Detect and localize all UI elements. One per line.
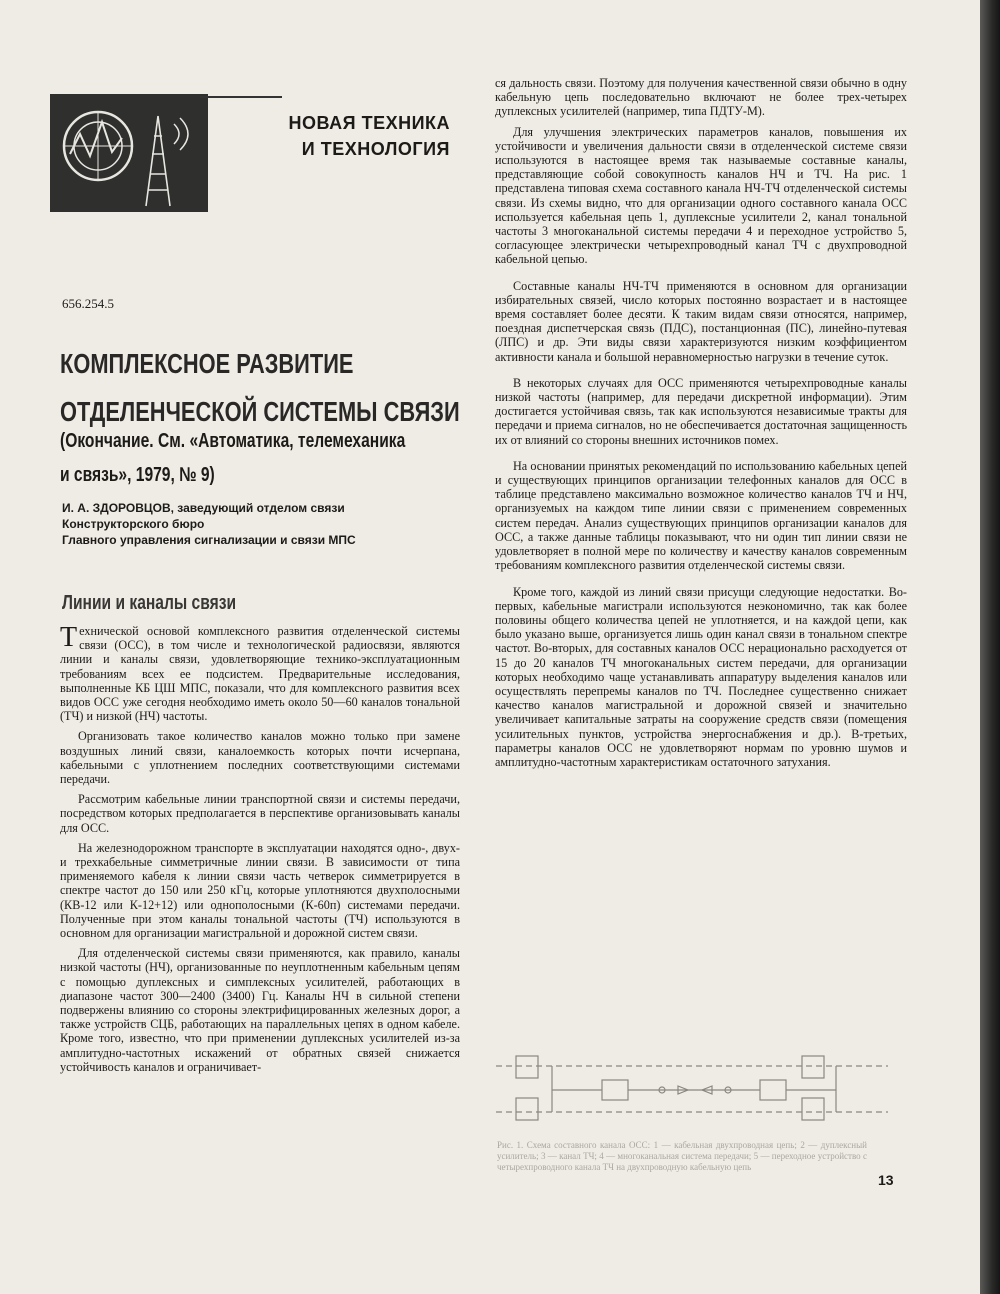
article-subtitle	[60, 424, 406, 492]
paragraph: ся дальность связи. Поэтому для получения качественной связи обычно в одну кабельную цепь последовательно включают не более трех-четырех дуплексных усилителей (например, типа ПДТУ-М).	[495, 76, 907, 119]
paragraph: В некоторых случаях для ОСС применяются четырехпроводные каналы низкой частоты (например, для передачи дискретной информации). Этим достигается устойчивая связь, так как используются независимые тракты для передачи и приема сигналов, но не обеспечивается достаточная защищенность их от влияний со стороны внешних источников помех.	[495, 375, 907, 447]
paragraph: Организовать такое количество каналов можно только при замене воздушных линий связи, каналоемкость которых почти исчерпана, кабельными с уплотнением последних соответствующими системами передачи.	[60, 729, 460, 787]
udc-code: 656.254.5	[62, 296, 114, 311]
paragraph: На основании принятых рекомендаций по использованию кабельных цепей и существующих принципов организации телефонных каналов для ОСС в таблице представлено максимально возможное количество каналов ТЧ и НЧ, организуемых на каждом типе линии связи с применением современных систем передач. Анализ существующих принципов организации каналов для ОСС, а также данные таблицы показывают, что ни один тип линии связи не удовлетворяет в полной мере по количеству и качеству каналов современным требованиям комплексного развития отделенческой системы связи.	[495, 458, 907, 573]
author-block	[62, 500, 462, 548]
author-line3: Главного управления сигнализации и связи МПС	[62, 533, 356, 547]
paragraph: Рассмотрим кабельные линии транспортной связи и системы передачи, посредством которых предполагается в перспективе организовывать каналы для ОСС.	[60, 792, 460, 835]
paragraph: Технической основой комплексного развития отделенческой системы связи (ОСС), в том числе и технологической радиосвязи, являются линии и каналы связи, удовлетворяющие технико-эксплуатационным требованиям всех ее подсистем. Предварительные исследования, выполненные КБ ЦШ МПС, показали, что для комплексного развития всех видов ОСС уже сегодня необходимо иметь около 50—60 каналов тональной (ТЧ) и низкой (НЧ) частоты.	[60, 622, 460, 724]
paragraph: Для отделенческой системы связи применяются, как правило, каналы низкой частоты (НЧ), организованные по неуплотненным кабельным цепям с помощью дуплексных и симплексных усилителей, работающих в диапазоне частот 300—2400 (3400) Гц. Каналы НЧ в сильной степени подвержены влиянию со стороны электрифицированных железных дорог, а также устройств СЦБ, работающих на параллельных цепях в одном кабеле. Кроме того, известно, что при применении дуплексных усилителей из-за амплитудно-частотных искажений от обратных связей снижается устойчивость каналов и ограничивает-	[60, 946, 460, 1074]
paragraph: Для улучшения электрических параметров каналов, повышения их устойчивости и увеличения дальности связи в отделенческой системе связи используются в настоящее время так называемые составные каналы, представляющие собой совокупность каналов НЧ и ТЧ. На рис. 1 представлена типовая схема составного канала НЧ-ТЧ отделенческой системы связи. Из схемы видно, что для организации одного составного канала ОСС используется кабельная цепь 1, дуплексные усилители 2, канал тональной частоты 3 многоканальной системы передачи 4 и переходное устройство 5, согласующее электрически четырехпроводный канал ТЧ с двухпроводной кабельной цепью.	[495, 124, 907, 267]
figure-caption: Рис. 1. Схема составного канала ОСС: 1 — кабельная двухпроводная цепь; 2 — дуплексный усилитель; 3 — канал ТЧ; 4 — многоканальная система передачи; 5 — переходное устройство с четырехпроводного канала ТЧ на двухпроводную кабельную цепь	[497, 1140, 867, 1172]
author-line1: И. А. ЗДОРОВЦОВ, заведующий отделом связи	[62, 501, 345, 515]
article-title-line1: КОМПЛЕКСНОЕ РАЗВИТИЕ	[60, 348, 354, 379]
section-logo-icon	[50, 94, 208, 212]
article-title-line2: ОТДЕЛЕНЧЕСКОЙ СИСТЕМЫ СВЯЗИ	[60, 396, 460, 427]
section-title	[240, 110, 450, 162]
author-line2: Конструкторского бюро	[62, 517, 205, 531]
channel-diagram	[492, 1040, 892, 1136]
left-column	[60, 624, 460, 1080]
section-title-line2: И ТЕХНОЛОГИЯ	[301, 139, 450, 159]
page-number: 13	[878, 1172, 894, 1188]
section-subheading: Линии и каналы связи	[62, 592, 237, 614]
subtitle-line1: (Окончание. См. «Автоматика, телемеханика	[60, 430, 406, 452]
paragraph: Кроме того, каждой из линий связи присущи следующие недостатки. Во-первых, кабельные магистрали используются неэкономично, так как более половины общего количества цепей не уплотняется, и на каждой цепи, как было указано выше, организуется лишь один канал связи в тональном спектре частот. Во-вторых, для составных каналов ОСС нерационально расходуется от 15 до 20 каналов ТЧ многоканальных систем передачи, для организации которых необходимо чаще устанавливать аппаратуру выделения каналов или осуществлять перепремы каналов по ТЧ. Последнее существенно снижает качество каналов магистральной и дорожной связей и значительно увеличивает капитальные затраты на сооружение средств связи (помещения усилительных пунктов, устройства энергоснабжения и др.). В-третьих, параметры каналов ОСС не удовлетворяют нормам по уровню шумов и амплитудно-частотным характеристикам остаточного затухания.	[495, 584, 907, 769]
section-title-line1: НОВАЯ ТЕХНИКА	[288, 113, 450, 133]
header-rule	[200, 96, 282, 98]
page-edge	[980, 0, 1000, 1294]
subtitle-line2: и связь», 1979, № 9)	[60, 464, 215, 486]
right-column	[495, 76, 907, 775]
paragraph: На железнодорожном транспорте в эксплуатации находятся одно-, двух- и трехкабельные симметричные линии связи. В зависимости от типа применяемого кабеля к линии связи часть четверок симметрируется в спектре частот до 150 или 250 кГц, которые уплотняются двухполосными (КВ-12 или К-12+12) или однополосными (К-60п) системами передачи. Полученные при этом каналы тональной частоты (ТЧ) используются в основном для организации магистральной и дорожной систем связи.	[60, 840, 460, 941]
article-title	[60, 340, 459, 436]
paragraph: Составные каналы НЧ-ТЧ применяются в основном для организации избирательных связей, число которых постоянно возрастает и в настоящее время составляет более десяти. К таким видам связи относятся, например, поездная диспетчерская связь (ПДС), постанционная (ПС), линейно-путевая (ЛПС) и др. Эти виды связи характеризуются низким коэффициентом активности канала и большой неравномерностью нагрузки в течение суток.	[495, 278, 907, 364]
channel-diagram-graphic	[492, 1040, 892, 1136]
logo-graphic	[50, 94, 208, 212]
